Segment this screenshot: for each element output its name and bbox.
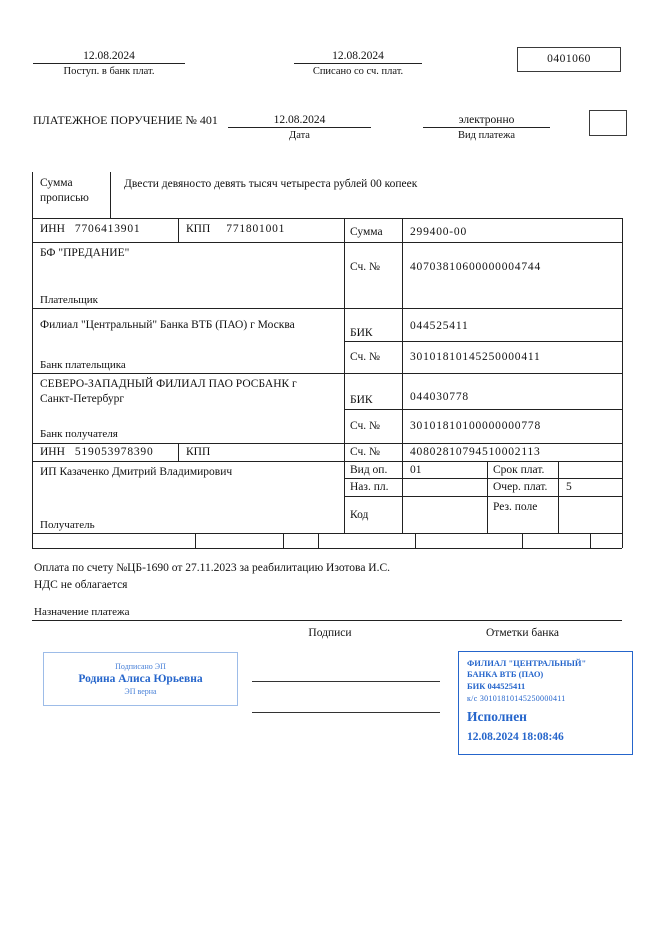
payer-bank-bik-label: БИК [350, 327, 373, 339]
beneficiary-bank-bik-label: БИК [350, 394, 373, 406]
bank-execution-stamp [458, 651, 633, 755]
table-line [32, 242, 622, 243]
due-date-label: Срок плат. [493, 464, 545, 476]
payer-bank-bik-value: 044525411 [410, 320, 469, 332]
table-line [590, 533, 591, 548]
beneficiary-account-value: 40802810794510002113 [410, 446, 541, 458]
payer-inn [40, 223, 140, 236]
payer-kpp-value: 771801001 [226, 223, 286, 235]
signature-line [252, 712, 440, 713]
bank-stamp-corr-account: к/с 30101810145250000411 [467, 694, 566, 703]
debited-date-field [294, 50, 422, 77]
table-line [558, 461, 559, 533]
table-line [344, 341, 622, 342]
beneficiary-account-label: Сч. № [350, 446, 381, 458]
payer-account-label: Сч. № [350, 261, 381, 273]
payer-bank-account-label: Сч. № [350, 351, 381, 363]
purpose-section-label: Назначение платежа [34, 606, 130, 618]
payer-kpp [186, 223, 285, 236]
beneficiary-kpp-label: КПП [186, 446, 211, 458]
amount-words-label: Сумма прописью [40, 177, 89, 204]
table-line [283, 533, 284, 548]
table-line [195, 533, 196, 548]
table-line [318, 533, 319, 548]
amount-label: Сумма [350, 226, 383, 238]
table-line [32, 172, 33, 548]
e-signature-stamp-name: Родина Алиса Юрьевна [78, 673, 203, 685]
bank-stamp-status: Исполнен [467, 709, 527, 724]
beneficiary-section-label: Получатель [40, 519, 95, 531]
debited-date-value: 12.08.2024 [294, 50, 422, 64]
table-line [32, 308, 622, 309]
bank-stamp-bank-name: ФИЛИАЛ "ЦЕНТРАЛЬНЫЙ" БАНКА ВТБ (ПАО) [467, 658, 587, 679]
beneficiary-inn [40, 446, 154, 459]
received-date-label: Поступ. в банк плат. [63, 66, 155, 77]
table-line [522, 533, 523, 548]
beneficiary-bank-corr-account: 30101810100000000778 [410, 420, 541, 432]
payment-kind-label: Вид платежа [457, 130, 515, 141]
payer-section-label: Плательщик [40, 294, 98, 306]
payer-account-value: 40703810600000004744 [410, 261, 541, 273]
bank-stamp-datetime: 12.08.2024 18:08:46 [467, 731, 564, 743]
table-line [344, 409, 622, 410]
table-line [344, 218, 345, 533]
table-line [32, 533, 622, 534]
table-line [415, 533, 416, 548]
table-line [344, 496, 622, 497]
debited-date-label: Списано со сч. плат. [312, 66, 404, 77]
priority-label: Очер. плат. [493, 481, 548, 493]
bank-marks-label: Отметки банка [486, 627, 559, 639]
payer-bank-name: Филиал "Центральный" Банка ВТБ (ПАО) г Москва [40, 319, 295, 331]
payer-kpp-label: КПП [186, 223, 211, 235]
table-line [402, 218, 403, 533]
op-kind-label: Вид оп. [350, 464, 388, 476]
payer-bank-section-label: Банк плательщика [40, 359, 126, 371]
beneficiary-inn-value: 519053978390 [74, 446, 154, 458]
payment-name-label: Наз. пл. [350, 481, 389, 493]
table-line [32, 218, 622, 219]
payment-kind-code-box [589, 110, 627, 136]
date-label: Дата [289, 130, 310, 141]
table-line [32, 443, 622, 444]
beneficiary-bank-name: СЕВЕРО-ЗАПАДНЫЙ ФИЛИАЛ ПАО РОСБАНК г Санкт-Петербург [40, 378, 297, 405]
payment-kind-field [423, 114, 550, 141]
received-date-field [33, 50, 185, 77]
priority-value: 5 [566, 481, 572, 493]
signature-line [252, 681, 440, 682]
table-line [178, 443, 179, 461]
purpose-line1: Оплата по счету №ЦБ-1690 от 27.11.2023 за реабилитацию Изотова И.С. [34, 562, 391, 574]
table-line [32, 461, 622, 462]
purpose-underline [32, 620, 622, 621]
payer-inn-value: 7706413901 [74, 223, 141, 235]
payer-name: БФ "ПРЕДАНИЕ" [40, 247, 130, 259]
beneficiary-name: ИП Казаченко Дмитрий Владимирович [40, 466, 233, 478]
beneficiary-kpp [186, 446, 226, 459]
table-line [178, 218, 179, 242]
form-code-box: 0401060 [517, 47, 621, 72]
amount-value: 299400-00 [410, 226, 468, 238]
table-line [32, 373, 622, 374]
beneficiary-bank-section-label: Банк получателя [40, 428, 118, 440]
date-value: 12.08.2024 [228, 114, 371, 128]
amount-words-value: Двести девяносто девять тысяч четыреста рублей 00 копеек [124, 178, 418, 190]
payer-inn-label: ИНН [40, 223, 65, 235]
purpose-line2: НДС не облагается [34, 579, 128, 591]
op-kind-value: 01 [410, 464, 422, 476]
date-field [228, 114, 371, 141]
table-line [622, 218, 623, 548]
code-label: Код [350, 509, 369, 521]
signatures-label: Подписи [308, 627, 352, 639]
beneficiary-bank-bik-value: 044030778 [410, 391, 469, 403]
payment-kind-value: электронно [423, 114, 550, 128]
received-date-value: 12.08.2024 [33, 50, 185, 64]
table-line [344, 478, 622, 479]
reserve-label: Рез. поле [493, 501, 538, 513]
table-line [487, 461, 488, 533]
beneficiary-inn-label: ИНН [40, 446, 65, 458]
bank-stamp-bik: БИК 044525411 [467, 681, 526, 691]
document-title: ПЛАТЕЖНОЕ ПОРУЧЕНИЕ № 401 [33, 113, 218, 127]
table-line [32, 548, 622, 549]
payer-bank-corr-account: 30101810145250000411 [410, 351, 541, 363]
e-signature-stamp-line1: Подписано ЭП [115, 662, 166, 671]
e-signature-stamp-line3: ЭП верна [124, 687, 157, 696]
beneficiary-bank-account-label: Сч. № [350, 420, 381, 432]
e-signature-stamp [43, 652, 238, 706]
table-line [110, 172, 111, 218]
